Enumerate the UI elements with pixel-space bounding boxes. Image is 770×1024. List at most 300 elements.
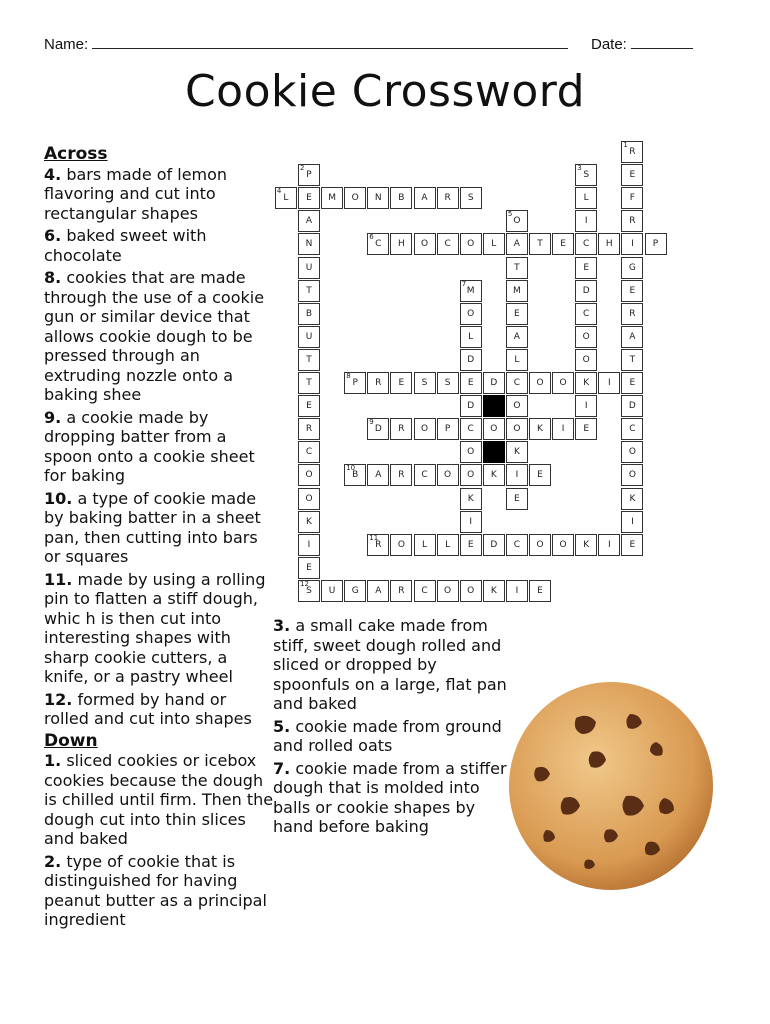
grid-cell[interactable] xyxy=(298,303,320,325)
cell-letter: C xyxy=(421,470,428,481)
cell-letter: R xyxy=(629,308,636,319)
grid-cell[interactable] xyxy=(529,464,551,486)
grid-cell[interactable] xyxy=(390,187,412,209)
grid-cell[interactable] xyxy=(390,464,412,486)
grid-cell[interactable] xyxy=(414,418,436,440)
cookie-icon xyxy=(506,680,716,892)
date-field[interactable] xyxy=(591,34,693,53)
cell-letter: K xyxy=(306,516,312,527)
cell-letter: K xyxy=(490,470,497,481)
grid-cell[interactable] xyxy=(298,464,320,486)
grid-cell[interactable] xyxy=(298,326,320,348)
grid-cell[interactable] xyxy=(575,164,597,186)
cell-letter: R xyxy=(629,216,636,227)
grid-cell[interactable] xyxy=(298,210,320,232)
grid-cell[interactable] xyxy=(621,164,643,186)
grid-cell[interactable] xyxy=(298,534,320,556)
across-clue xyxy=(44,570,274,687)
grid-cell[interactable] xyxy=(483,372,505,394)
grid-cell[interactable] xyxy=(298,557,320,579)
grid-cell[interactable] xyxy=(575,187,597,209)
cell-letter: R xyxy=(398,470,405,481)
grid-cell[interactable] xyxy=(506,441,528,463)
grid-cell[interactable] xyxy=(552,418,574,440)
clue-number: 10. xyxy=(44,488,73,508)
cell-letter: O xyxy=(467,308,475,319)
cell-letter: K xyxy=(490,585,497,596)
grid-cell[interactable] xyxy=(575,349,597,371)
grid-cell[interactable] xyxy=(621,464,643,486)
cell-letter: D xyxy=(628,401,636,412)
cell-number: 9 xyxy=(369,418,374,427)
across-clue xyxy=(44,408,274,486)
cell-letter: S xyxy=(421,378,428,388)
grid-cell[interactable] xyxy=(575,395,597,417)
grid-cell[interactable] xyxy=(575,534,597,556)
cell-number: 5 xyxy=(507,210,513,219)
grid-cell[interactable] xyxy=(483,534,505,556)
cell-letter: O xyxy=(305,470,313,481)
clue-text: baked sweet with chocolate xyxy=(44,226,207,265)
down-clue xyxy=(44,751,274,849)
cell-letter: C xyxy=(444,239,451,250)
grid-cell[interactable] xyxy=(298,280,320,302)
grid-cell[interactable] xyxy=(298,395,320,417)
cell-letter: A xyxy=(629,331,636,342)
grid-cell[interactable] xyxy=(460,464,482,486)
grid-cell[interactable] xyxy=(506,233,528,255)
cell-letter: S xyxy=(467,193,474,204)
clue-number: 4. xyxy=(44,164,62,184)
grid-cell[interactable] xyxy=(298,488,320,510)
clue-text: bars made of lemon flavoring and cut into rectangular shapes xyxy=(44,164,228,223)
grid-cell[interactable] xyxy=(506,395,528,417)
grid-cell[interactable] xyxy=(460,187,482,209)
cell-letter: U xyxy=(305,331,313,342)
grid-cell[interactable] xyxy=(575,233,597,255)
cell-letter: L xyxy=(445,539,451,550)
cell-letter: I xyxy=(584,401,588,412)
cell-letter: C xyxy=(513,539,521,550)
grid-cell[interactable] xyxy=(367,372,389,394)
grid-cell[interactable] xyxy=(367,233,389,255)
grid-cell[interactable] xyxy=(506,488,528,510)
grid-cell[interactable] xyxy=(460,303,482,325)
cell-letter: H xyxy=(398,239,405,250)
grid-cell[interactable] xyxy=(437,418,459,440)
grid-cell[interactable] xyxy=(298,349,320,371)
clue-number: 9. xyxy=(44,407,62,427)
cell-letter: C xyxy=(305,447,313,458)
cell-letter: P xyxy=(652,239,659,250)
grid-cell[interactable] xyxy=(321,580,343,602)
cell-letter: D xyxy=(467,354,475,365)
grid-cell[interactable] xyxy=(460,511,482,533)
name-line xyxy=(92,34,568,49)
down-clue xyxy=(44,852,274,930)
grid-cell[interactable] xyxy=(575,257,597,279)
cell-letter: S xyxy=(444,378,451,388)
grid-cell[interactable] xyxy=(621,395,643,417)
grid-cell[interactable] xyxy=(367,580,389,602)
clue-number: 11. xyxy=(44,569,73,589)
cell-letter: K xyxy=(513,447,520,458)
grid-cell[interactable] xyxy=(390,418,412,440)
grid-cell[interactable] xyxy=(575,372,597,394)
grid-cell[interactable] xyxy=(298,372,320,394)
cell-letter: I xyxy=(515,585,519,596)
cell-letter: N xyxy=(374,193,382,204)
cell-number: 2 xyxy=(300,164,305,173)
grid-cell[interactable] xyxy=(460,418,482,440)
across-clue-list xyxy=(44,165,274,729)
grid-cell[interactable] xyxy=(506,280,528,302)
cell-letter: O xyxy=(559,378,567,388)
cookie-dough-shape xyxy=(509,682,713,890)
grid-cell[interactable] xyxy=(506,349,528,371)
grid-cell[interactable] xyxy=(598,233,620,255)
cell-letter: I xyxy=(469,516,473,527)
cell-letter: R xyxy=(375,378,382,388)
cell-letter: L xyxy=(491,239,497,250)
cell-letter: K xyxy=(583,539,590,550)
grid-cell[interactable] xyxy=(575,210,597,232)
grid-cell[interactable] xyxy=(645,233,667,255)
grid-cell[interactable] xyxy=(275,187,297,209)
cell-letter: E xyxy=(306,193,312,204)
cell-letter: O xyxy=(420,239,429,250)
clue-text: sliced cookies or icebox cookies because the dough is chilled until firm. Then the dough cut into thin slices and baked xyxy=(44,751,274,848)
grid-cell[interactable] xyxy=(621,534,643,556)
clues-column-left xyxy=(44,144,274,933)
grid-cell[interactable] xyxy=(506,257,528,279)
grid-cell[interactable] xyxy=(344,464,366,486)
clue-text: a type of cookie made by baking batter in a sheet pan, then cutting into bars or squares xyxy=(44,488,261,566)
grid-cell[interactable] xyxy=(414,580,436,602)
cell-number: 4 xyxy=(276,187,282,196)
grid-cell[interactable] xyxy=(437,534,459,556)
grid-cell[interactable] xyxy=(298,164,320,186)
grid-cell[interactable] xyxy=(460,233,482,255)
grid-cell[interactable] xyxy=(460,372,482,394)
across-clue xyxy=(44,489,274,567)
cell-letter: H xyxy=(605,239,613,250)
down-clue xyxy=(273,717,508,756)
grid-cell[interactable] xyxy=(506,534,528,556)
grid-cell[interactable] xyxy=(437,233,459,255)
grid-cell[interactable] xyxy=(460,441,482,463)
name-label: Name: xyxy=(44,36,89,53)
grid-cell[interactable] xyxy=(598,372,620,394)
down-clue-list xyxy=(44,751,274,930)
grid-cell[interactable] xyxy=(552,534,574,556)
grid-cell[interactable] xyxy=(529,233,551,255)
cell-letter: D xyxy=(490,539,498,550)
cell-letter: F xyxy=(629,193,635,204)
cell-letter: E xyxy=(467,378,474,388)
clue-number: 12. xyxy=(44,689,73,709)
cell-letter: O xyxy=(420,424,429,435)
cell-letter: O xyxy=(559,539,567,550)
grid-cell[interactable] xyxy=(506,418,528,440)
cell-letter: P xyxy=(306,170,312,181)
cell-letter: P xyxy=(444,424,451,435)
cell-number: 12 xyxy=(300,579,309,588)
grid-cell[interactable] xyxy=(621,280,643,302)
cell-letter: O xyxy=(467,585,475,596)
down-clue-list-continued xyxy=(273,616,508,837)
grid-cell[interactable] xyxy=(529,580,551,602)
cell-letter: O xyxy=(467,239,475,250)
page-title: Cookie Crossword xyxy=(184,66,586,117)
grid-cell[interactable] xyxy=(506,326,528,348)
grid-cell[interactable] xyxy=(575,326,597,348)
cell-letter: E xyxy=(629,378,636,388)
grid-cell[interactable] xyxy=(621,372,643,394)
grid-cell[interactable] xyxy=(621,418,643,440)
cell-letter: I xyxy=(607,378,611,388)
grid-cell[interactable] xyxy=(367,534,389,556)
clue-text: cookies that are made through the use of a cookie gun or similar device that allows cookie dough to be pressed through an extruding nozzle onto a baking shee xyxy=(44,268,265,404)
cell-letter: O xyxy=(628,447,636,458)
grid-cell[interactable] xyxy=(437,464,459,486)
cell-letter: M xyxy=(328,193,336,204)
cell-letter: S xyxy=(306,585,312,596)
grid-cell[interactable] xyxy=(621,233,643,255)
cell-letter: T xyxy=(306,354,312,365)
cell-letter: O xyxy=(513,424,521,435)
cell-letter: C xyxy=(375,239,382,250)
grid-cell[interactable] xyxy=(367,187,389,209)
cell-letter: A xyxy=(375,585,382,596)
grid-cell[interactable] xyxy=(390,534,412,556)
cell-letter: E xyxy=(306,401,312,412)
grid-cell[interactable] xyxy=(437,580,459,602)
grid-cell[interactable] xyxy=(437,187,459,209)
cell-letter: I xyxy=(584,216,588,227)
cell-letter: O xyxy=(582,354,590,365)
cell-letter: C xyxy=(421,585,428,596)
grid-cell[interactable] xyxy=(621,441,643,463)
grid-cell[interactable] xyxy=(414,233,436,255)
date-line xyxy=(631,34,693,49)
grid-cell[interactable] xyxy=(575,303,597,325)
grid-cell[interactable] xyxy=(460,326,482,348)
cell-letter: E xyxy=(537,470,543,481)
cell-letter: R xyxy=(444,193,451,204)
cell-letter: C xyxy=(467,424,474,435)
across-heading: Across xyxy=(44,144,108,164)
cell-letter: K xyxy=(537,424,543,435)
grid-cell[interactable] xyxy=(506,580,528,602)
grid-cell[interactable] xyxy=(621,210,643,232)
grid-cell[interactable] xyxy=(298,233,320,255)
cell-letter: T xyxy=(306,285,312,296)
clue-number: 3. xyxy=(273,616,291,635)
grid-cell[interactable] xyxy=(460,280,482,302)
date-label: Date: xyxy=(591,36,627,53)
grid-cell[interactable] xyxy=(437,372,459,394)
cell-number: 10 xyxy=(346,464,356,473)
cell-letter: L xyxy=(583,193,589,204)
clue-number: 2. xyxy=(44,851,62,871)
grid-cell[interactable] xyxy=(414,187,436,209)
cell-letter: G xyxy=(351,585,359,596)
cell-letter: D xyxy=(374,424,382,435)
grid-cell[interactable] xyxy=(529,418,551,440)
cell-number: 7 xyxy=(461,279,467,288)
down-heading: Down xyxy=(44,730,98,751)
cell-letter: I xyxy=(631,239,634,250)
grid-cell[interactable] xyxy=(552,372,574,394)
cell-letter: E xyxy=(537,585,543,596)
clue-text: type of cookie that is distinguished for having peanut butter as a principal ingredient xyxy=(44,851,267,929)
down-clue xyxy=(273,759,508,837)
cell-letter: O xyxy=(513,216,521,227)
cell-number: 1 xyxy=(623,141,628,149)
grid-cell[interactable] xyxy=(506,210,528,232)
grid-cell[interactable] xyxy=(367,418,389,440)
cell-letter: O xyxy=(536,539,544,550)
grid-cell[interactable] xyxy=(298,418,320,440)
cell-letter: E xyxy=(560,239,566,250)
cell-letter: O xyxy=(628,470,636,481)
grid-cell[interactable] xyxy=(575,418,597,440)
cell-letter: E xyxy=(514,493,520,504)
cell-letter: L xyxy=(514,354,520,365)
grid-cell[interactable] xyxy=(483,418,505,440)
cell-letter: O xyxy=(305,493,313,504)
cell-letter: G xyxy=(628,262,636,273)
grid-cell[interactable] xyxy=(298,187,320,209)
cell-letter: D xyxy=(467,401,475,412)
clue-text: cookie made from ground and rolled oats xyxy=(273,716,502,755)
grid-cell[interactable] xyxy=(621,488,643,510)
grid-cell[interactable] xyxy=(414,534,436,556)
across-clue xyxy=(44,690,274,729)
grid-cell[interactable] xyxy=(621,257,643,279)
cell-letter: R xyxy=(305,424,313,435)
cell-number: 8 xyxy=(346,372,351,380)
grid-cell[interactable] xyxy=(460,580,482,602)
cell-letter: E xyxy=(306,562,312,573)
cell-letter: B xyxy=(398,193,405,204)
cell-letter: T xyxy=(514,262,520,273)
grid-cell[interactable] xyxy=(506,303,528,325)
cell-letter: E xyxy=(629,539,636,550)
cell-letter: C xyxy=(513,378,521,388)
grid-cell[interactable] xyxy=(483,233,505,255)
grid-cell[interactable] xyxy=(506,464,528,486)
grid-cell[interactable] xyxy=(298,511,320,533)
cell-letter: L xyxy=(468,331,474,342)
cell-letter: E xyxy=(583,424,590,435)
grid-cell[interactable] xyxy=(344,187,366,209)
cell-letter: R xyxy=(375,539,382,550)
grid-cell[interactable] xyxy=(529,534,551,556)
cell-letter: I xyxy=(607,539,611,550)
clue-number: 1. xyxy=(44,751,62,770)
cell-letter: E xyxy=(583,262,590,273)
cell-letter: T xyxy=(306,378,312,388)
black-cell xyxy=(483,395,505,417)
cell-letter: D xyxy=(490,378,498,388)
cell-letter: K xyxy=(583,378,590,388)
cell-letter: I xyxy=(561,424,565,435)
grid-cell[interactable] xyxy=(529,372,551,394)
cell-letter: M xyxy=(466,285,475,296)
cell-number: 11 xyxy=(369,533,379,542)
grid-cell[interactable] xyxy=(621,349,643,371)
grid-cell[interactable] xyxy=(575,280,597,302)
grid-cell[interactable] xyxy=(344,372,366,394)
across-clue xyxy=(44,226,274,265)
cell-letter: U xyxy=(328,585,336,596)
cell-letter: R xyxy=(629,147,636,157)
grid-cell[interactable] xyxy=(621,326,643,348)
grid-cell[interactable] xyxy=(344,580,366,602)
grid-cell[interactable] xyxy=(321,187,343,209)
grid-cell[interactable] xyxy=(414,372,436,394)
cell-letter: R xyxy=(398,585,405,596)
clue-text: made by using a rolling pin to flatten a stiff dough, whic h is then cut into interesting shapes with sharp cookie cutters, a knife, or a pastry wheel xyxy=(44,569,266,686)
clue-number: 8. xyxy=(44,268,62,287)
grid-cell[interactable] xyxy=(298,257,320,279)
grid-cell[interactable] xyxy=(621,303,643,325)
grid-cell[interactable] xyxy=(621,511,643,533)
grid-cell[interactable] xyxy=(621,187,643,209)
grid-cell[interactable] xyxy=(298,441,320,463)
across-clue xyxy=(44,268,274,405)
cell-letter: I xyxy=(515,470,519,481)
grid-cell[interactable] xyxy=(483,464,505,486)
grid-cell[interactable] xyxy=(598,534,620,556)
cell-letter: O xyxy=(467,447,475,458)
grid-cell[interactable] xyxy=(414,464,436,486)
grid-cell[interactable] xyxy=(390,233,412,255)
cell-letter: O xyxy=(490,424,498,435)
grid-cell[interactable] xyxy=(483,580,505,602)
clue-number: 5. xyxy=(273,716,291,736)
cell-number: 3 xyxy=(577,164,582,173)
cell-letter: B xyxy=(305,308,313,319)
clue-text: formed by hand or rolled and cut into shapes xyxy=(44,689,252,728)
grid-cell[interactable] xyxy=(298,580,320,602)
cell-letter: A xyxy=(305,216,313,227)
cell-letter: M xyxy=(513,285,521,296)
cell-letter: E xyxy=(398,378,405,388)
cell-letter: E xyxy=(467,539,474,550)
grid-cell[interactable] xyxy=(506,372,528,394)
grid-cell[interactable] xyxy=(460,395,482,417)
cell-letter: R xyxy=(398,424,405,435)
clue-text: cookie made from a stiffer dough that is molded into balls or cookie shapes by hand before baking xyxy=(273,758,507,836)
cell-letter: S xyxy=(583,170,590,181)
grid-cell[interactable] xyxy=(621,141,643,163)
grid-cell[interactable] xyxy=(390,372,412,394)
cell-letter: O xyxy=(444,585,452,596)
cell-letter: N xyxy=(305,239,313,250)
cell-letter: O xyxy=(582,331,590,342)
grid-cell[interactable] xyxy=(552,233,574,255)
name-field[interactable] xyxy=(44,34,568,53)
grid-cell[interactable] xyxy=(460,534,482,556)
grid-cell[interactable] xyxy=(367,464,389,486)
cell-letter: O xyxy=(351,193,359,204)
grid-cell[interactable] xyxy=(460,349,482,371)
grid-cell[interactable] xyxy=(390,580,412,602)
grid-cell[interactable] xyxy=(460,488,482,510)
